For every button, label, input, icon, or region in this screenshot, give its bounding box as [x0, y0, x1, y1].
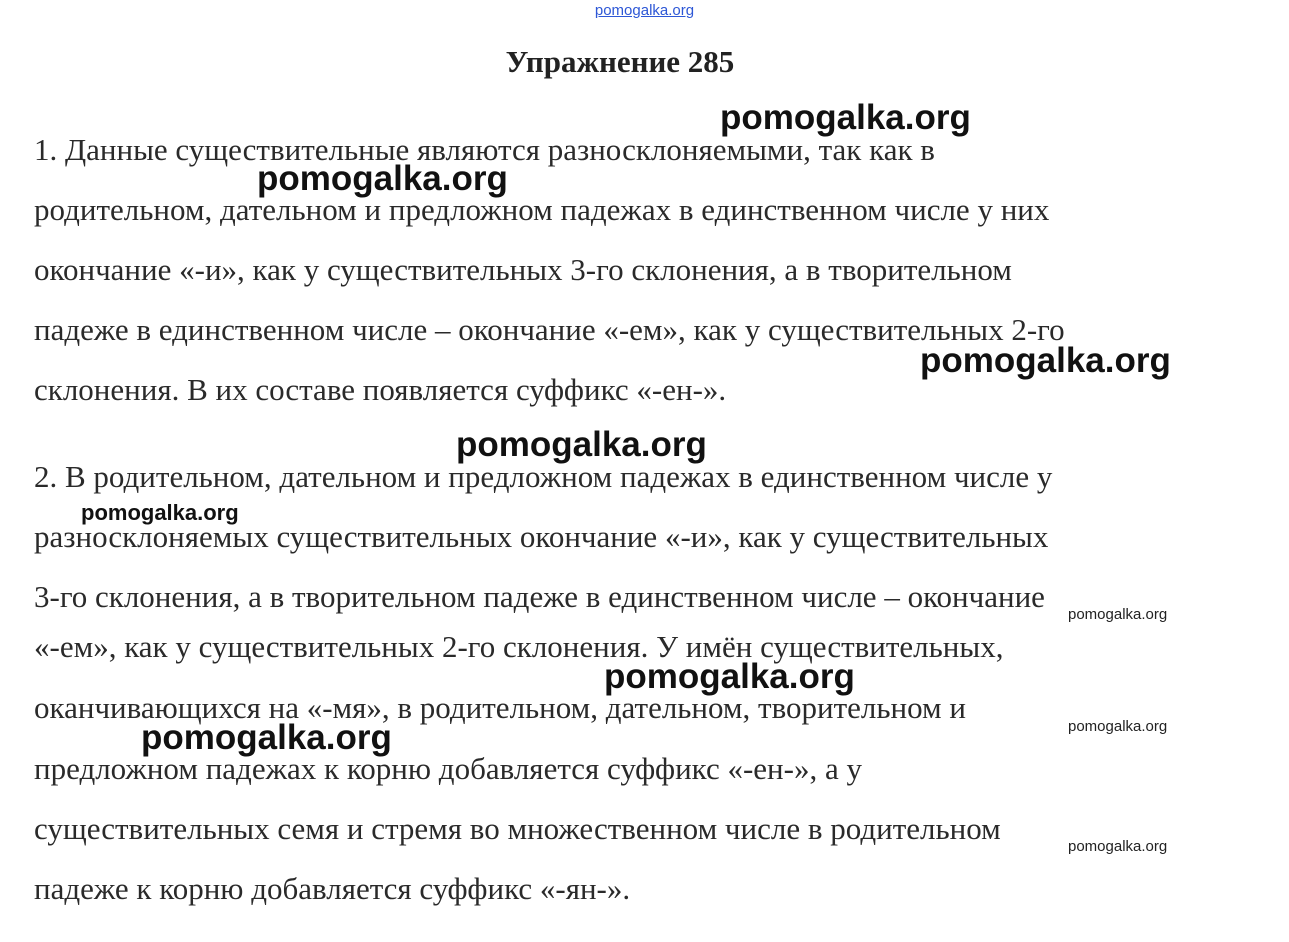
watermark: pomogalka.org: [720, 98, 971, 137]
paragraph-line: предложном падежах к корню добавляется суффикс «-ен-», а у: [34, 751, 862, 786]
watermark: pomogalka.org: [1068, 606, 1168, 623]
site-link[interactable]: pomogalka.org: [594, 2, 695, 19]
watermark: pomogalka.org: [81, 500, 239, 525]
watermark: pomogalka.org: [1068, 718, 1168, 735]
exercise-title: Упражнение 285: [505, 44, 735, 79]
paragraph-line: 3-го склонения, а в творительном падеже в единственном числе – окончание: [34, 579, 1045, 614]
watermark: pomogalka.org: [604, 657, 855, 696]
paragraph-line: склонения. В их составе появляется суффикс «-ен-».: [34, 372, 727, 407]
watermark: pomogalka.org: [920, 341, 1171, 380]
paragraph-line: родительном, дательном и предложном падежах в единственном числе у них: [34, 192, 1050, 227]
paragraph-line: разносклоняемых существительных окончание «-и», как у существительных: [34, 519, 1049, 554]
paragraph-line: падеже в единственном числе – окончание «-ем», как у существительных 2-го: [34, 312, 1065, 347]
paragraph-line: падеже к корню добавляется суффикс «-ян-».: [34, 871, 631, 906]
watermark: pomogalka.org: [456, 425, 707, 464]
paragraph-line: «-ем», как у существительных 2-го склонения. У имён существительных,: [34, 629, 1004, 664]
watermark: pomogalka.org: [1068, 838, 1168, 855]
paragraph-line: 2. В родительном, дательном и предложном падежах в единственном числе у: [34, 459, 1053, 494]
paragraph-line: оканчивающихся на «-мя», в родительном, дательном, творительном и: [34, 690, 966, 725]
paragraph-line: 1. Данные существительные являются разносклоняемыми, так как в: [34, 132, 935, 167]
watermark: pomogalka.org: [257, 159, 508, 198]
paragraph-line: существительных семя и стремя во множественном числе в родительном: [34, 811, 1001, 846]
paragraph-line: окончание «-и», как у существительных 3-го склонения, а в творительном: [34, 252, 1012, 287]
watermark: pomogalka.org: [141, 718, 392, 757]
